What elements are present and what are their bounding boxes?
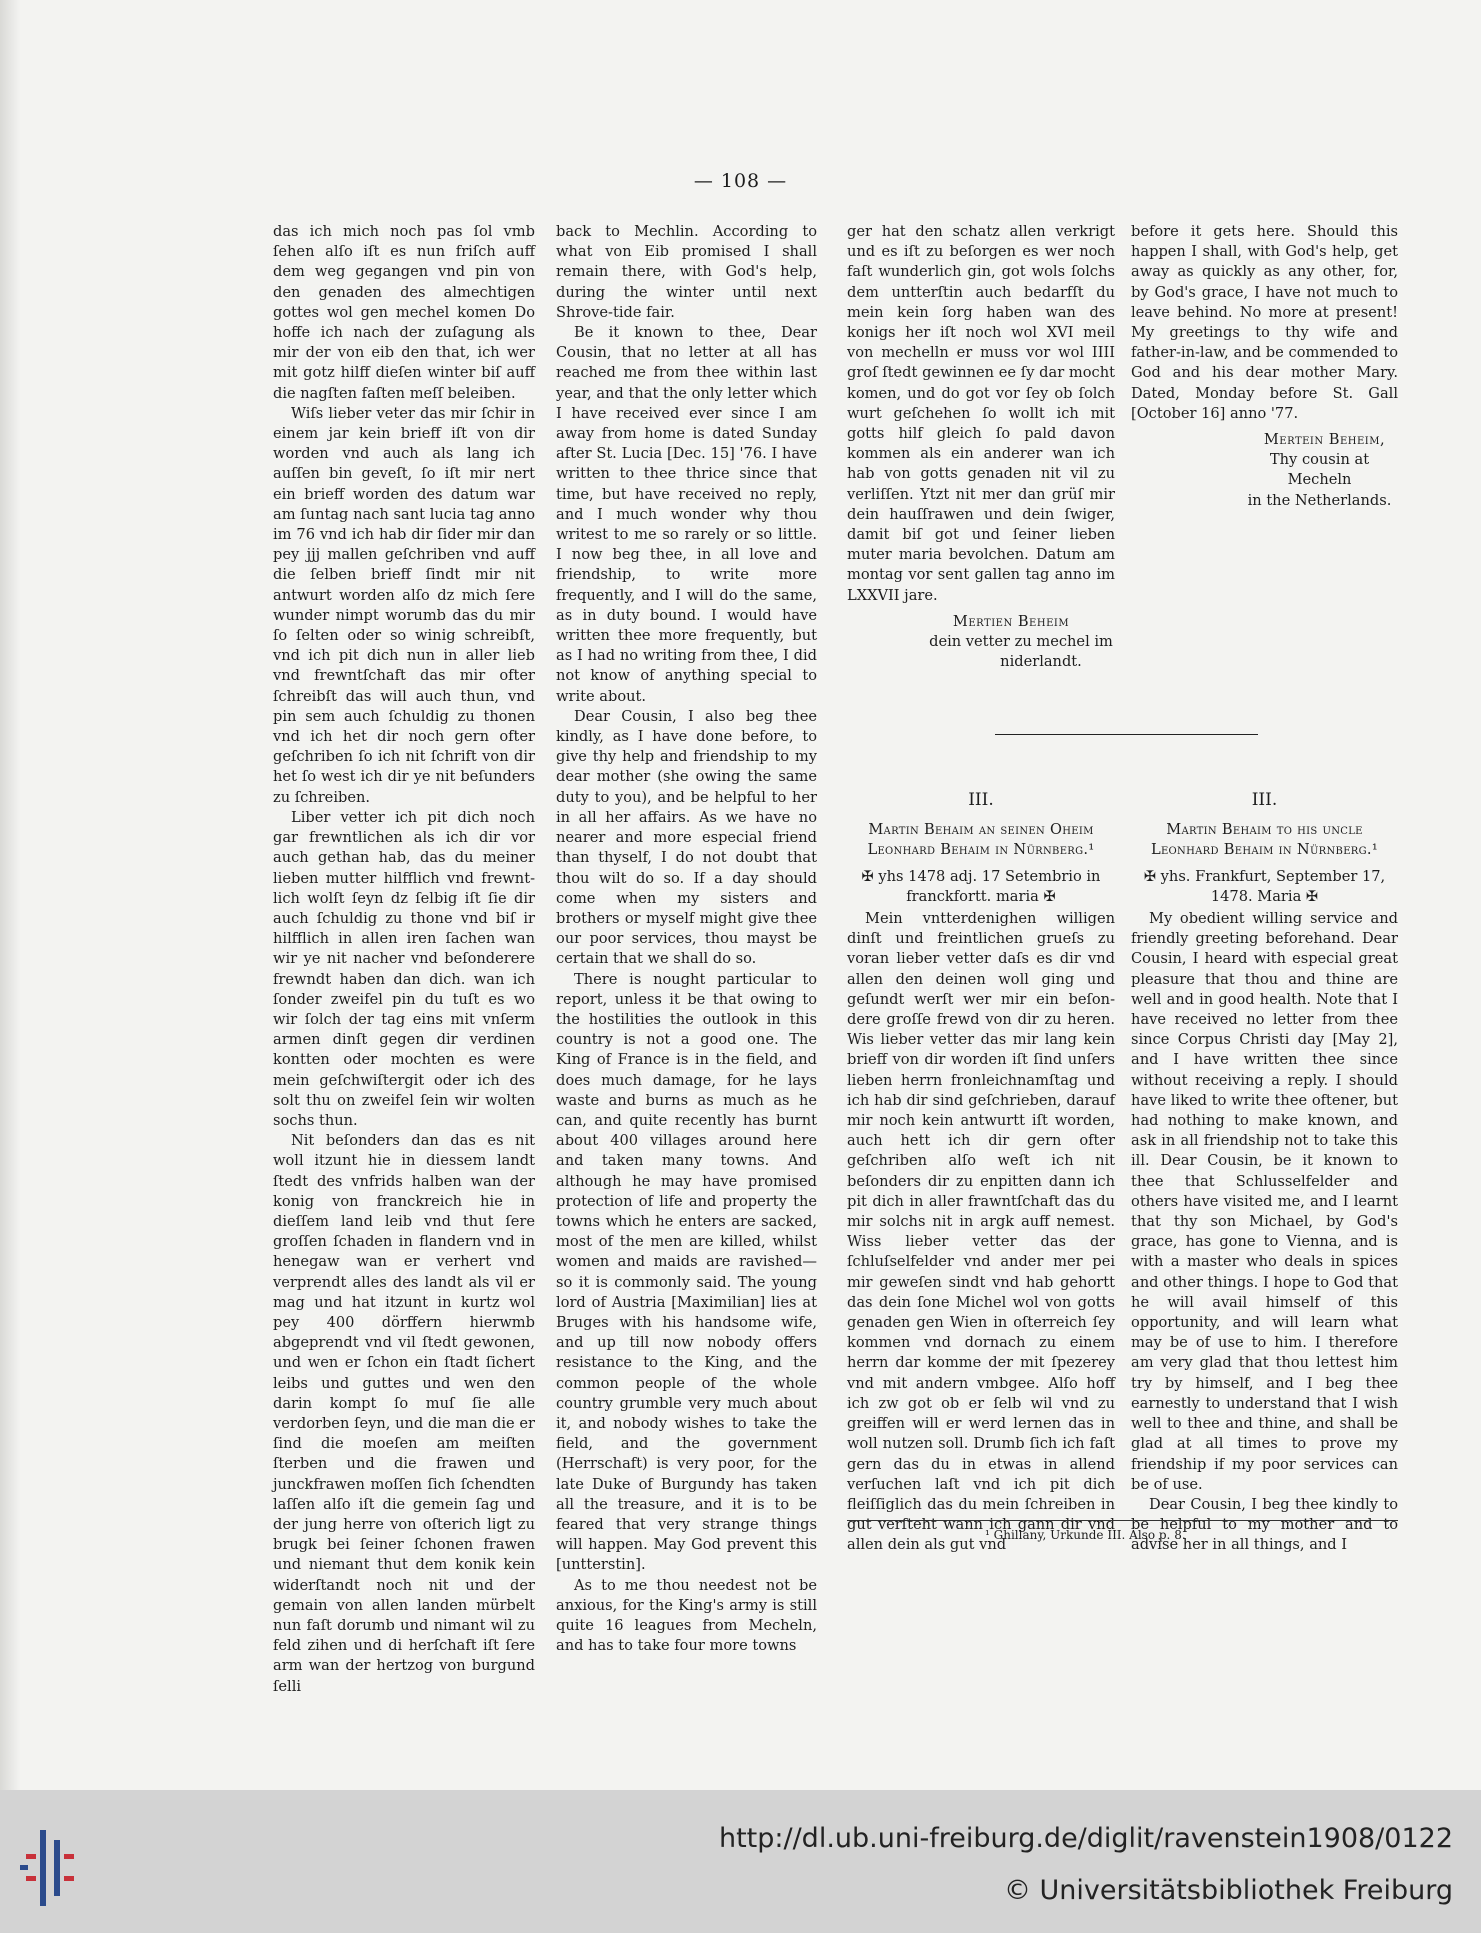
column-german-right <box>847 222 1115 672</box>
page-number: — 108 — <box>693 170 788 192</box>
viewer-footer <box>0 1790 1481 1933</box>
dateline-line: franckfortt. maria ✠ <box>906 887 1056 905</box>
paragraph: Nit beſonders dan das es nit woll itzunt hie in diessem landt ſtedt des vnfrids halben wan der konig von franckreich hie in dieſſem land leib vnd thut ſere groſſen ſchaden in flandern vnd in henegaw wan er verhert vnd verprendt alles des landt als vil er mag und hat itzunt in kurtz wol pey 400 dörffern hierwmb abgeprendt vnd vil ſtedt gewonen, und wen er ſchon ein ſtadt ſichert leibs und guttes und wen den darin kompt ſo muſ ſie alle verdorben ſeyn, und die man die er ſind die moeſen am meiſten ſterben und die frawen und junckfrawen moſſen ſich ſchendten laſſen alſo iſt die gemein ſag und der jung herre von oſterich ligt zu brugk bei ſeiner ſchonen frawen und niemant thut dem konik kein widerſtandt noch nit und der gemain von allen landen mürbelt nun faſt dorumb und nimant wil zu feld zihen und di herſchaft iſt ſere arm wan der hertzog von burgund ſelli <box>273 1132 535 1695</box>
signature-line: dein vetter zu mechel im <box>929 633 1113 651</box>
section-number: III. <box>1251 790 1278 810</box>
signature-line: niderlandt. <box>1000 653 1082 671</box>
dateline-line: ✠ yhs. Frankfurt, September 17, <box>1143 867 1386 885</box>
signature-block <box>1131 430 1398 511</box>
paragraph: There is nought particular to report, unless it be that owing to the hostilities the outlook in this country is not a good one. The King of France is in the field, and does much damage, for he lays waste and burns as much as he can, and quite recently has burnt about 400 villages around here and taken many towns. And although he may have promised protection of life and property the towns which he enters are sacked, most of the men are killed, whilst women and maids are ravished—so it is commonly said. The young lord of Austria [Maximilian] lies at Bruges with his handsome wife, and up till now nobody offers resistance to the King, and the common people of the whole country grumble very much about it, and nobody wishes to take the field, and the government (Herrschaft) is very poor, for the late Duke of Burgundy has taken all the treasure, and it is to be feared that very strange things will happen. May God prevent this [untterstin]. <box>556 970 817 1574</box>
section-divider <box>995 734 1258 735</box>
column-english-right <box>1131 222 1398 511</box>
column-english-left <box>556 222 817 1656</box>
heading-line: Martin Behaim an seinen Oheim <box>868 821 1094 839</box>
section-iii-english <box>1131 790 1398 1556</box>
heading-line: Martin Behaim to his uncle <box>1166 821 1363 839</box>
section-heading <box>847 820 1115 860</box>
signature-block <box>847 612 1115 673</box>
paragraph: Mein vntterdenighen willigen dinſt und freintlichen grueſs zu voran lieber vetter daſs es dir vnd allen den deinen woll ging und geſundt werſt wer mir ein beſondere groſſe frewd von dir zu heren. Wis lieber vetter das mir lang kein brieff von dir worden iſt ſind unſers lieben herrn fronleichnamſtag und ich hab dir sind geſchrieben, darauf mir noch kein antwurtt iſt worden, auch hett ich dir gern ofter geſchriben alſo weſt ich nit beſonders dir zu enpitten dann ich pit dich in aller frawntſchaft das du mir solchs nit in argk auff nemest. Wiss lieber vetter das der ſchluſselfelder vnd ander mer pei mir geweſen sindt vnd hab gehortt das dein ſone Michel wol von gotts genaden gen Wien in oſterreich ſey kommen vnd dornach zu einem herrn dar komme der mit ſpezerey vnd mit andern vmbgee. Alſo hoff ich zw got ob er ſelb wil vnd zu greiffen will er werd lernen das in woll nutzen soll. Drumb ſich ich faſt gern das du in etwas in allend verſuchen laſt vnd ich pit dich fleiſſiglich das du mein ſchreiben in gut verſteht wann ich gann dir vnd allen dein als gut vnd <box>847 910 1115 1554</box>
dateline <box>1131 867 1398 907</box>
paragraph: Dear Cousin, I beg thee kindly to be helpful to my mother and to advise her in all things, and I <box>1131 1495 1398 1554</box>
paragraph: Wiſs lieber veter das mir ſchir in einem jar kein brieff iſt von dir worden vnd auch als lang ich auſſen bin geveſt, ſo iſt mir nert ein brieff worden des datum war am ſuntag nach sant lucia tag anno im 76 vnd ich hab dir ſider mir dan pey jjj mallen geſchriben vnd auff die ſelben brieff ſindt mir nit antwurt worden alſo dz mich ſere wunder nimpt worumb das du mir ſo ſelten oder so winig schreibſt, vnd ich pit dich nun in aller lieb vnd frewntſchaft das mir ofter ſchreibſt das will auch thun, vnd pin sem auch ſchuldig zu thonen vnd ich het dir noch gern ofter geſchriben ſo ich nit ſchrift von dir het ſo west ich dir ye nit beſunders zu ſchreiben. <box>273 404 535 806</box>
paragraph: back to Mechlin. According to what von Eib promised I shall remain there, with God's help, during the winter until next Shrove-tide fair. <box>556 223 817 321</box>
section-iii-german <box>847 790 1115 1556</box>
signature-line: Thy cousin at Mecheln <box>1269 451 1370 489</box>
heading-line: Leonhard Behaim in Nürnberg.¹ <box>1150 841 1379 859</box>
paragraph: My obedient willing service and friendly greeting beforehand. Dear Cousin, I heard with especial great pleasure that thou and thine are well and in good health. Note that I have received no letter from thee since Corpus Christi day [May 2], and I have written thee since without receiving a reply. I should have liked to write thee oftener, but had nothing to make known, and ask in all friendship not to take this ill. Dear Cousin, be it known to thee that Schlusselfelder and others have visited me, and I learnt that thy son Michael, by God's grace, has gone to Vienna, and is with a master who deals in spices and other things. I hope to God that he will avail himself of this opportunity, and will learn what may be of use to him. I therefore am very glad that thou lettest him try by himself, and I beg thee earnestly to understand that I wish well to thee and thine, and shall be glad at all times to prove my friendship if my poor services can be of use. <box>1131 910 1398 1493</box>
footnote-rule <box>847 1520 1398 1521</box>
section-number: III. <box>968 790 994 810</box>
heading-line: Leonhard Behaim in Nürnberg.¹ <box>867 841 1095 859</box>
scan-edge-shadow <box>0 0 20 1790</box>
ub-freiburg-logo-icon <box>20 1830 92 1906</box>
dateline-line: ✠ yhs 1478 adj. 17 Setembrio in <box>861 867 1101 885</box>
paragraph: As to me thou needest not be anxious, for the King's army is still quite 16 leagues from Mecheln, and has to take four more towns <box>556 1576 817 1655</box>
signature-name: Mertein Beheim, <box>1263 431 1386 449</box>
copyright-notice: © Universitätsbibliothek Freiburg <box>1003 1875 1453 1906</box>
paragraph: before it gets here. Should this happen I shall, with God's help, get away as quickly as any other, for, by God's grace, I have not much to leave behind. No more at present! My greetings to thy wife and father-in-law, and be commended to God and his dear mother Mary. Dated, Monday before St. Gall [October 16] anno '77. <box>1131 223 1398 422</box>
section-heading <box>1131 820 1398 860</box>
dateline <box>847 867 1115 907</box>
footnote: ¹ Ghillany, Urkunde III. Also p. 8. <box>985 1528 1186 1542</box>
paragraph: ger hat den schatz allen verkrigt und es iſt zu beſorgen es wer noch faſt wunderlich gin, got wols ſolchs dem untterſtin auch bedarfſt du mein kein ſorg haben wan des konigs her iſt noch wol XVI meil von mechelln er muss vor wol IIII groſ ſtedt gewinnen ee ſy dar mocht komen, und do got vor ſey ob ſolch wurt geſchehen ſo wollt ich mit gotts hilf gleich ſo pald davon kommen als ein anderer wan ich hab von gotts genaden nit vil zu verliſſen. Ytzt nit mer dan grüſ mir dein hauſſrawen und dein ſwiger, damit biſ got und ſeiner lieben muter maria bevolchen. Datum am montag vor sent gallen tag anno im LXXVII jare. <box>847 223 1115 604</box>
paragraph: Liber vetter ich pit dich noch gar frewntlichen als ich dir vor auch gethan hab, das du meiner lieben mutter hilfflich vnd frewntlich wolſt ſeyn dz ſelbig iſt ſie dir auch ſchuldig zu thone vnd biſ ir hilfflich in allen iren ſachen wan wir ye nit nacher vnd beſonderere frewndt haben dan dich. wan ich ſonder zweifel pin du tuſt es wo wir ſolch der tag eins mit vnſerm armen dinſt gegen dir verdinen kontten oder mochten es were mein geſchwiſtergit oder ich des solt thu on zweifel ſein wir wolten sochs thun. <box>273 808 535 1129</box>
paragraph: das ich mich noch pas ſol vmb ſehen alſo iſt es nun friſch auff dem weg gegangen vnd pin von den genaden des almechtigen gottes wol gen mechel komen Do hoffe ich nach der zuſagung als mir der von eib den that, ich wer mit gotz hilff dieſen winter biſ auff die nagſten faſten meſſ beleiben. <box>273 223 535 402</box>
signature-line: in the Netherlands. <box>1247 491 1392 509</box>
paragraph: Be it known to thee, Dear Cousin, that no letter at all has reached me from thee within last year, and that the only letter which I have received ever since I am away from home is dated Sunday after St. Lucia [Dec. 15] '76. I have written to thee thrice since that time, but have received no reply, and I much wonder why thou writest to me so rarely or so little. I now beg thee, in all love and friendship, to write more frequently, and I will do the same, as in duty bound. I would have written thee more frequently, but as I had no writing from thee, I did not know of anything special to write about. <box>556 324 817 705</box>
signature-name: Mertien Beheim <box>952 612 1070 630</box>
permalink-url[interactable]: http://dl.ub.uni-freiburg.de/diglit/ravenstein1908/0122 <box>718 1823 1453 1854</box>
paragraph: Dear Cousin, I also beg thee kindly, as I have done before, to give thy help and friendship to my dear mother (she owing the same duty to you), and be helpful to her in all her affairs. As we have no nearer and more especial friend than thyself, I do not doubt that thou wilt do so. If a day should come when my sisters and brothers or myself might give thee our poor services, thou mayst be certain that we shall do so. <box>556 707 817 968</box>
dateline-line: 1478. Maria ✠ <box>1210 887 1319 905</box>
column-german-left <box>273 222 535 1697</box>
